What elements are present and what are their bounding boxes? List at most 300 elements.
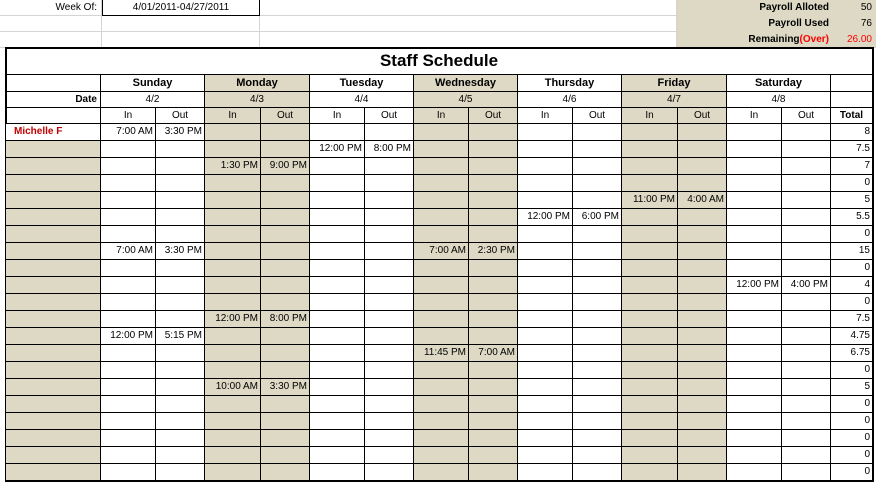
time-in-cell[interactable]: 12:00 PM <box>310 141 365 158</box>
time-in-cell[interactable] <box>518 464 573 481</box>
time-out-cell[interactable] <box>782 158 831 175</box>
time-in-cell[interactable] <box>101 175 156 192</box>
time-in-cell[interactable] <box>622 413 678 430</box>
payroll-used-value[interactable]: 76 <box>832 16 876 32</box>
time-out-cell[interactable] <box>469 447 518 464</box>
time-out-cell[interactable]: 4:00 AM <box>678 192 727 209</box>
time-in-cell[interactable] <box>414 362 469 379</box>
time-in-cell[interactable] <box>414 464 469 481</box>
time-out-cell[interactable] <box>261 362 310 379</box>
time-out-cell[interactable] <box>365 209 414 226</box>
time-out-cell[interactable] <box>573 447 622 464</box>
time-in-cell[interactable] <box>518 141 573 158</box>
time-in-cell[interactable] <box>727 328 782 345</box>
time-in-cell[interactable] <box>205 413 261 430</box>
time-out-cell[interactable] <box>156 413 205 430</box>
time-out-cell[interactable] <box>469 430 518 447</box>
time-in-cell[interactable]: 1:30 PM <box>205 158 261 175</box>
time-out-cell[interactable] <box>261 192 310 209</box>
time-out-cell[interactable] <box>261 277 310 294</box>
time-in-cell[interactable] <box>205 362 261 379</box>
time-out-cell[interactable] <box>782 345 831 362</box>
time-in-cell[interactable]: 11:00 PM <box>622 192 678 209</box>
time-in-cell[interactable] <box>101 311 156 328</box>
time-out-cell[interactable] <box>469 464 518 481</box>
time-out-cell[interactable] <box>156 141 205 158</box>
time-in-cell[interactable]: 11:45 PM <box>414 345 469 362</box>
time-out-cell[interactable] <box>156 345 205 362</box>
time-in-cell[interactable] <box>622 294 678 311</box>
time-out-cell[interactable] <box>782 192 831 209</box>
time-out-cell[interactable] <box>678 413 727 430</box>
employee-name[interactable] <box>6 277 101 294</box>
employee-name[interactable] <box>6 260 101 277</box>
time-out-cell[interactable] <box>365 430 414 447</box>
time-out-cell[interactable] <box>261 328 310 345</box>
time-out-cell[interactable] <box>156 464 205 481</box>
time-out-cell[interactable] <box>261 243 310 260</box>
time-out-cell[interactable] <box>573 277 622 294</box>
time-in-cell[interactable] <box>414 430 469 447</box>
time-in-cell[interactable] <box>310 311 365 328</box>
time-in-cell[interactable] <box>205 141 261 158</box>
time-in-cell[interactable] <box>518 311 573 328</box>
time-out-cell[interactable] <box>782 413 831 430</box>
time-in-cell[interactable] <box>518 158 573 175</box>
time-in-cell[interactable] <box>414 175 469 192</box>
time-out-cell[interactable] <box>678 158 727 175</box>
time-out-cell[interactable] <box>573 362 622 379</box>
time-in-cell[interactable] <box>518 396 573 413</box>
time-in-cell[interactable] <box>727 311 782 328</box>
time-in-cell[interactable] <box>727 158 782 175</box>
time-in-cell[interactable] <box>310 413 365 430</box>
time-in-cell[interactable] <box>310 243 365 260</box>
time-out-cell[interactable] <box>469 311 518 328</box>
employee-name[interactable]: Michelle F <box>6 124 101 141</box>
time-out-cell[interactable] <box>156 311 205 328</box>
time-in-cell[interactable] <box>205 345 261 362</box>
time-out-cell[interactable] <box>365 362 414 379</box>
time-in-cell[interactable] <box>414 158 469 175</box>
time-in-cell[interactable] <box>414 311 469 328</box>
time-out-cell[interactable] <box>365 413 414 430</box>
time-in-cell[interactable] <box>622 430 678 447</box>
time-out-cell[interactable] <box>261 464 310 481</box>
time-in-cell[interactable] <box>727 175 782 192</box>
time-in-cell[interactable] <box>622 311 678 328</box>
employee-name[interactable] <box>6 430 101 447</box>
time-in-cell[interactable] <box>622 464 678 481</box>
employee-name[interactable] <box>6 379 101 396</box>
time-in-cell[interactable] <box>622 243 678 260</box>
time-out-cell[interactable] <box>573 260 622 277</box>
time-out-cell[interactable] <box>469 379 518 396</box>
time-in-cell[interactable] <box>414 413 469 430</box>
time-in-cell[interactable] <box>518 379 573 396</box>
time-in-cell[interactable] <box>518 413 573 430</box>
time-in-cell[interactable] <box>727 447 782 464</box>
time-out-cell[interactable] <box>156 447 205 464</box>
time-out-cell[interactable] <box>365 192 414 209</box>
time-in-cell[interactable] <box>310 158 365 175</box>
time-out-cell[interactable] <box>365 243 414 260</box>
time-out-cell[interactable] <box>365 294 414 311</box>
time-out-cell[interactable] <box>261 175 310 192</box>
employee-name[interactable] <box>6 447 101 464</box>
time-out-cell[interactable] <box>469 175 518 192</box>
time-in-cell[interactable] <box>727 413 782 430</box>
time-out-cell[interactable] <box>782 226 831 243</box>
time-in-cell[interactable] <box>205 192 261 209</box>
time-in-cell[interactable] <box>205 209 261 226</box>
time-out-cell[interactable] <box>365 175 414 192</box>
time-in-cell[interactable] <box>310 430 365 447</box>
time-out-cell[interactable] <box>782 362 831 379</box>
employee-name[interactable] <box>6 294 101 311</box>
time-out-cell[interactable]: 3:30 PM <box>261 379 310 396</box>
time-out-cell[interactable] <box>156 430 205 447</box>
time-out-cell[interactable] <box>365 124 414 141</box>
time-out-cell[interactable] <box>365 464 414 481</box>
time-in-cell[interactable] <box>310 447 365 464</box>
time-out-cell[interactable] <box>573 311 622 328</box>
time-in-cell[interactable] <box>101 192 156 209</box>
employee-name[interactable] <box>6 311 101 328</box>
time-out-cell[interactable] <box>156 175 205 192</box>
time-in-cell[interactable] <box>205 464 261 481</box>
time-out-cell[interactable]: 6:00 PM <box>573 209 622 226</box>
time-in-cell[interactable] <box>727 243 782 260</box>
time-out-cell[interactable] <box>365 379 414 396</box>
time-out-cell[interactable] <box>678 226 727 243</box>
time-in-cell[interactable] <box>518 447 573 464</box>
time-out-cell[interactable] <box>261 141 310 158</box>
time-out-cell[interactable] <box>782 141 831 158</box>
time-in-cell[interactable] <box>727 430 782 447</box>
time-out-cell[interactable] <box>573 413 622 430</box>
remaining-value[interactable]: 26.00 <box>832 32 876 48</box>
time-in-cell[interactable] <box>310 328 365 345</box>
time-in-cell[interactable] <box>622 345 678 362</box>
time-out-cell[interactable] <box>573 243 622 260</box>
time-out-cell[interactable] <box>261 396 310 413</box>
time-in-cell[interactable] <box>101 226 156 243</box>
time-out-cell[interactable] <box>365 447 414 464</box>
time-in-cell[interactable] <box>101 345 156 362</box>
time-out-cell[interactable] <box>261 260 310 277</box>
time-out-cell[interactable] <box>782 243 831 260</box>
time-in-cell[interactable] <box>414 328 469 345</box>
time-in-cell[interactable] <box>310 379 365 396</box>
time-out-cell[interactable]: 8:00 PM <box>365 141 414 158</box>
employee-name[interactable] <box>6 345 101 362</box>
employee-name[interactable] <box>6 192 101 209</box>
time-out-cell[interactable] <box>156 226 205 243</box>
time-out-cell[interactable] <box>469 362 518 379</box>
time-in-cell[interactable] <box>727 464 782 481</box>
time-in-cell[interactable] <box>414 277 469 294</box>
time-out-cell[interactable] <box>782 260 831 277</box>
week-of-value[interactable]: 4/01/2011-04/27/2011 <box>102 0 260 16</box>
employee-name[interactable] <box>6 328 101 345</box>
time-in-cell[interactable] <box>101 447 156 464</box>
time-out-cell[interactable] <box>782 124 831 141</box>
time-in-cell[interactable] <box>414 447 469 464</box>
time-out-cell[interactable] <box>469 260 518 277</box>
time-in-cell[interactable] <box>518 175 573 192</box>
time-in-cell[interactable] <box>310 209 365 226</box>
time-in-cell[interactable] <box>727 192 782 209</box>
employee-name[interactable] <box>6 226 101 243</box>
time-out-cell[interactable] <box>573 328 622 345</box>
time-out-cell[interactable] <box>156 277 205 294</box>
employee-name[interactable] <box>6 158 101 175</box>
time-out-cell[interactable] <box>782 175 831 192</box>
employee-name[interactable] <box>6 464 101 481</box>
time-out-cell[interactable] <box>469 294 518 311</box>
time-out-cell[interactable] <box>156 379 205 396</box>
time-in-cell[interactable] <box>518 192 573 209</box>
time-out-cell[interactable] <box>469 226 518 243</box>
time-out-cell[interactable] <box>782 396 831 413</box>
time-in-cell[interactable]: 12:00 PM <box>518 209 573 226</box>
time-in-cell[interactable] <box>414 379 469 396</box>
time-in-cell[interactable] <box>101 396 156 413</box>
time-out-cell[interactable] <box>782 209 831 226</box>
time-out-cell[interactable] <box>261 124 310 141</box>
time-in-cell[interactable] <box>414 396 469 413</box>
time-out-cell[interactable] <box>782 294 831 311</box>
time-in-cell[interactable] <box>101 260 156 277</box>
time-in-cell[interactable]: 7:00 AM <box>414 243 469 260</box>
time-in-cell[interactable] <box>727 362 782 379</box>
time-in-cell[interactable] <box>622 226 678 243</box>
time-in-cell[interactable] <box>310 294 365 311</box>
time-out-cell[interactable] <box>678 430 727 447</box>
time-out-cell[interactable] <box>573 141 622 158</box>
time-out-cell[interactable] <box>365 311 414 328</box>
time-in-cell[interactable] <box>622 447 678 464</box>
time-out-cell[interactable] <box>678 362 727 379</box>
time-out-cell[interactable] <box>573 430 622 447</box>
time-out-cell[interactable] <box>782 379 831 396</box>
time-out-cell[interactable] <box>573 175 622 192</box>
time-in-cell[interactable] <box>310 362 365 379</box>
time-out-cell[interactable]: 5:15 PM <box>156 328 205 345</box>
time-in-cell[interactable] <box>101 294 156 311</box>
time-in-cell[interactable] <box>310 464 365 481</box>
employee-name[interactable] <box>6 141 101 158</box>
time-out-cell[interactable] <box>782 447 831 464</box>
employee-name[interactable] <box>6 362 101 379</box>
time-out-cell[interactable] <box>782 430 831 447</box>
time-out-cell[interactable] <box>678 277 727 294</box>
time-out-cell[interactable] <box>469 158 518 175</box>
time-in-cell[interactable] <box>518 124 573 141</box>
time-in-cell[interactable] <box>414 260 469 277</box>
time-out-cell[interactable] <box>678 396 727 413</box>
time-out-cell[interactable] <box>678 260 727 277</box>
time-in-cell[interactable] <box>727 226 782 243</box>
payroll-alloted-value[interactable]: 50 <box>832 0 876 16</box>
time-out-cell[interactable] <box>469 209 518 226</box>
time-out-cell[interactable] <box>261 430 310 447</box>
time-in-cell[interactable] <box>205 328 261 345</box>
time-out-cell[interactable] <box>469 328 518 345</box>
time-in-cell[interactable] <box>727 260 782 277</box>
time-in-cell[interactable] <box>727 209 782 226</box>
time-in-cell[interactable]: 10:00 AM <box>205 379 261 396</box>
time-out-cell[interactable] <box>678 345 727 362</box>
time-out-cell[interactable]: 2:30 PM <box>469 243 518 260</box>
time-out-cell[interactable] <box>469 124 518 141</box>
time-out-cell[interactable]: 3:30 PM <box>156 243 205 260</box>
time-in-cell[interactable] <box>205 277 261 294</box>
time-out-cell[interactable] <box>782 328 831 345</box>
time-in-cell[interactable] <box>101 464 156 481</box>
time-in-cell[interactable] <box>622 277 678 294</box>
time-out-cell[interactable] <box>678 379 727 396</box>
time-out-cell[interactable] <box>573 396 622 413</box>
time-in-cell[interactable] <box>518 294 573 311</box>
time-out-cell[interactable] <box>469 413 518 430</box>
time-out-cell[interactable] <box>573 379 622 396</box>
time-in-cell[interactable] <box>622 362 678 379</box>
time-in-cell[interactable] <box>518 243 573 260</box>
time-out-cell[interactable] <box>365 158 414 175</box>
time-out-cell[interactable] <box>678 311 727 328</box>
time-in-cell[interactable] <box>205 396 261 413</box>
time-out-cell[interactable] <box>678 209 727 226</box>
time-out-cell[interactable] <box>573 464 622 481</box>
time-in-cell[interactable]: 7:00 AM <box>101 124 156 141</box>
time-in-cell[interactable] <box>622 175 678 192</box>
time-in-cell[interactable]: 12:00 PM <box>205 311 261 328</box>
time-out-cell[interactable]: 8:00 PM <box>261 311 310 328</box>
time-in-cell[interactable] <box>310 260 365 277</box>
time-out-cell[interactable] <box>365 260 414 277</box>
time-in-cell[interactable] <box>518 260 573 277</box>
time-in-cell[interactable] <box>310 192 365 209</box>
time-out-cell[interactable] <box>782 311 831 328</box>
time-out-cell[interactable] <box>678 447 727 464</box>
time-out-cell[interactable] <box>261 209 310 226</box>
time-in-cell[interactable] <box>622 158 678 175</box>
time-in-cell[interactable] <box>101 209 156 226</box>
time-out-cell[interactable] <box>782 464 831 481</box>
time-in-cell[interactable] <box>310 345 365 362</box>
time-out-cell[interactable] <box>365 396 414 413</box>
time-in-cell[interactable] <box>727 396 782 413</box>
time-out-cell[interactable] <box>573 294 622 311</box>
time-in-cell[interactable] <box>727 345 782 362</box>
time-out-cell[interactable] <box>469 396 518 413</box>
time-in-cell[interactable] <box>518 277 573 294</box>
time-out-cell[interactable] <box>261 345 310 362</box>
time-out-cell[interactable] <box>678 141 727 158</box>
time-in-cell[interactable] <box>622 328 678 345</box>
time-in-cell[interactable] <box>414 192 469 209</box>
time-out-cell[interactable] <box>573 124 622 141</box>
time-in-cell[interactable] <box>622 260 678 277</box>
time-out-cell[interactable] <box>365 328 414 345</box>
time-out-cell[interactable] <box>156 396 205 413</box>
time-out-cell[interactable] <box>573 158 622 175</box>
time-in-cell[interactable] <box>310 175 365 192</box>
time-in-cell[interactable] <box>205 124 261 141</box>
time-in-cell[interactable] <box>727 124 782 141</box>
time-in-cell[interactable] <box>101 277 156 294</box>
time-in-cell[interactable] <box>518 430 573 447</box>
time-in-cell[interactable] <box>205 294 261 311</box>
time-out-cell[interactable] <box>365 277 414 294</box>
time-in-cell[interactable]: 7:00 AM <box>101 243 156 260</box>
time-in-cell[interactable] <box>310 124 365 141</box>
time-in-cell[interactable] <box>310 277 365 294</box>
time-out-cell[interactable] <box>156 209 205 226</box>
time-out-cell[interactable]: 7:00 AM <box>469 345 518 362</box>
time-in-cell[interactable] <box>205 175 261 192</box>
time-out-cell[interactable] <box>678 294 727 311</box>
time-in-cell[interactable] <box>101 158 156 175</box>
time-out-cell[interactable] <box>261 226 310 243</box>
employee-name[interactable] <box>6 175 101 192</box>
time-in-cell[interactable] <box>310 226 365 243</box>
time-in-cell[interactable] <box>205 447 261 464</box>
employee-name[interactable] <box>6 209 101 226</box>
time-in-cell[interactable] <box>414 124 469 141</box>
time-in-cell[interactable] <box>727 379 782 396</box>
time-in-cell[interactable] <box>101 430 156 447</box>
time-out-cell[interactable] <box>469 277 518 294</box>
time-out-cell[interactable] <box>678 464 727 481</box>
time-in-cell[interactable]: 12:00 PM <box>101 328 156 345</box>
time-out-cell[interactable] <box>573 345 622 362</box>
time-in-cell[interactable] <box>101 379 156 396</box>
time-out-cell[interactable] <box>261 447 310 464</box>
time-out-cell[interactable]: 9:00 PM <box>261 158 310 175</box>
time-in-cell[interactable]: 12:00 PM <box>727 277 782 294</box>
employee-name[interactable] <box>6 243 101 260</box>
time-in-cell[interactable] <box>622 209 678 226</box>
time-out-cell[interactable]: 3:30 PM <box>156 124 205 141</box>
time-in-cell[interactable] <box>622 396 678 413</box>
time-in-cell[interactable] <box>518 226 573 243</box>
time-in-cell[interactable] <box>101 362 156 379</box>
time-in-cell[interactable] <box>101 141 156 158</box>
time-in-cell[interactable] <box>622 141 678 158</box>
employee-name[interactable] <box>6 413 101 430</box>
time-in-cell[interactable] <box>310 396 365 413</box>
time-out-cell[interactable] <box>156 192 205 209</box>
time-in-cell[interactable] <box>414 294 469 311</box>
time-in-cell[interactable] <box>205 243 261 260</box>
time-out-cell[interactable] <box>365 226 414 243</box>
time-out-cell[interactable] <box>678 124 727 141</box>
time-out-cell[interactable] <box>156 362 205 379</box>
time-out-cell[interactable] <box>261 413 310 430</box>
time-in-cell[interactable] <box>101 413 156 430</box>
time-out-cell[interactable] <box>469 192 518 209</box>
employee-name[interactable] <box>6 396 101 413</box>
time-in-cell[interactable] <box>414 226 469 243</box>
time-out-cell[interactable] <box>156 294 205 311</box>
time-in-cell[interactable] <box>414 209 469 226</box>
time-in-cell[interactable] <box>414 141 469 158</box>
time-out-cell[interactable] <box>365 345 414 362</box>
time-in-cell[interactable] <box>518 328 573 345</box>
